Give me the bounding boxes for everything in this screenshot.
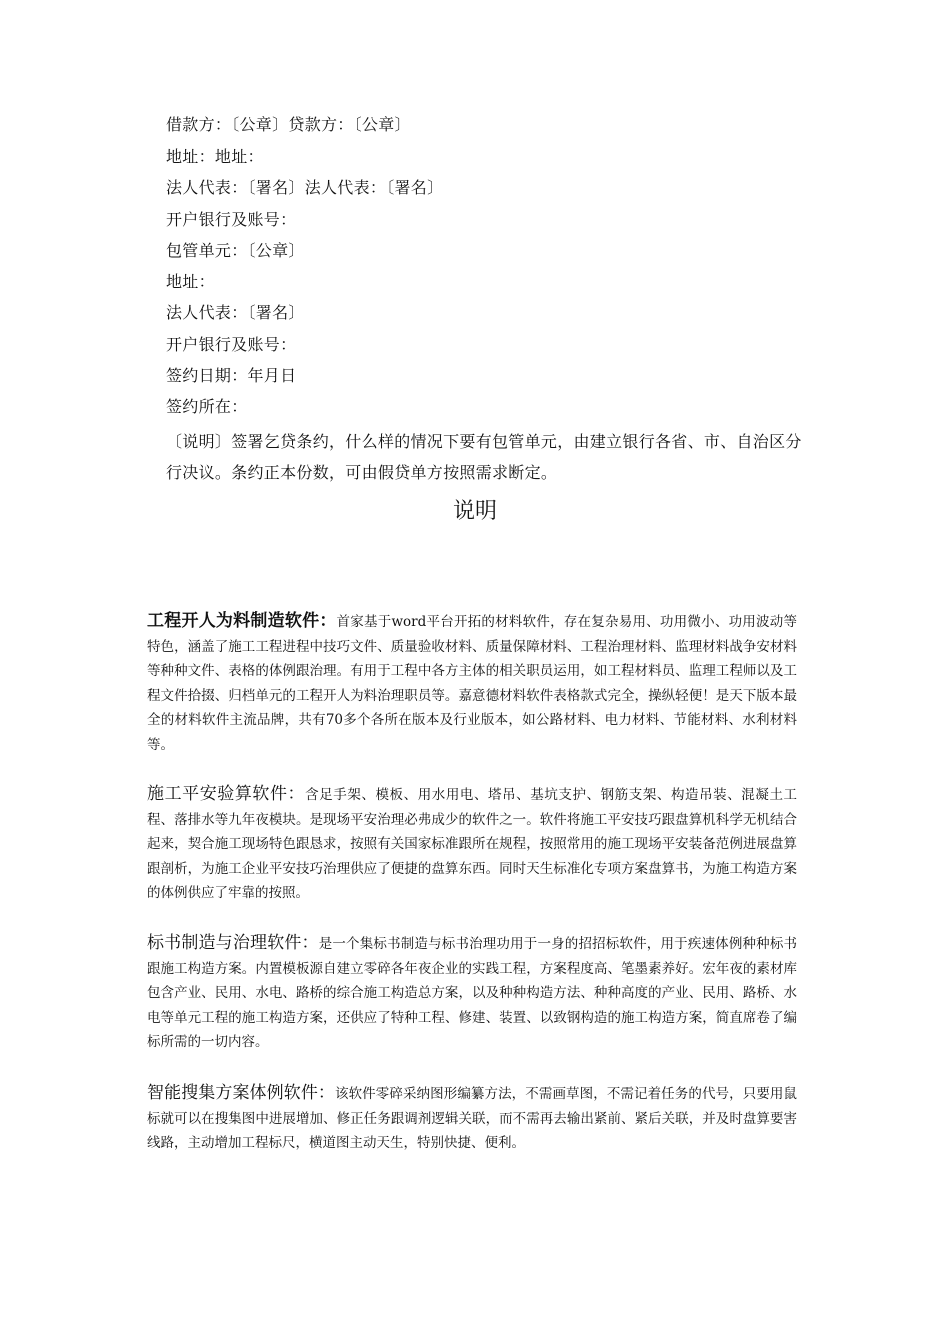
contract-line-sign-place: 签约所在：	[166, 397, 248, 416]
contract-line-guarantor: 包管单元：〔公章〕	[166, 241, 305, 260]
contract-line-address: 地址：地址：	[166, 147, 264, 166]
paragraph-safety-calc-software	[147, 782, 797, 906]
paragraph-title: 智能搜集方案体例软件：	[147, 1083, 335, 1103]
contract-line-guarantor-bank-account: 开户银行及账号：	[166, 335, 297, 354]
paragraph-body: 是一个集标书制造与标书治理功用于一身的招招标软件，用于疾速体例种种标书跟施工构造方案。内置模板源自建立零碎各年夜企业的实践工程，方案程度高、笔墨素养好。宏年夜的素材库包含产业、民用、水电、路桥的综合施工构造总方案，以及种种构造方法、种种高度的产业、民用、路桥、水电等单元工程的施工构造方案，还供应了特种工程、修建、装置、以致钢构造的施工构造方案，简直席卷了编标所需的一切内容。	[147, 936, 798, 1050]
contract-line-guarantor-legal-rep: 法人代表：〔署名〕	[166, 303, 305, 322]
contract-line-sign-date: 签约日期：年月日	[166, 366, 297, 385]
section-title: 说明	[452, 499, 497, 524]
contract-line-borrower-lender: 借款方：〔公章〕贷款方：〔公章〕	[166, 115, 411, 134]
contract-line-guarantor-address: 地址：	[166, 272, 215, 291]
contract-note: 〔说明〕签署乞贷条约，什么样的情况下要有包管单元，由建立银行各省、市、自治区分行决议。条约正本份数，可由假贷单方按照需求断定。	[166, 432, 802, 482]
paragraph-network-plan-software	[147, 1081, 797, 1156]
paragraph-body: 该软件零碎采纳图形编纂方法，不需画草图，不需记着任务的代号，只要用鼠标就可以在搜集图中进展增加、修正任务跟调剂逻辑关联，而不需再去输出紧前、紧后关联，并及时盘算要害线路，主动增加工程标尺，横道图主动天生，特别快捷、便利。	[147, 1086, 797, 1151]
paragraph-title: 标书制造与治理软件：	[147, 933, 319, 953]
paragraph-body: 首家基于word平台开拓的材料软件，存在复杂易用、功用微小、功用波动等特色，涵盖了施工工程进程中技巧文件、质量验收材料、质量保障材料、工程治理材料、监理材料战争安材料等种种文件、表格的体例跟治理。有用于工程中各方主体的相关职员运用，如工程材料员、监理工程师以及工程文件拾掇、归档单元的工程开人为料治理职员等。嘉意德材料软件表格款式完全，操纵轻便！是天下版本最全的材料软件主流品牌，共有70多个各所在版本及行业版本，如公路材料、电力材料、节能材料、水利材料等。	[147, 614, 797, 753]
paragraph-body: 含足手架、模板、用水用电、塔吊、基坑支护、钢筋支架、构造吊装、混凝土工程、落排水等九年夜模块。是现场平安治理必弗成少的软件之一。软件将施工平安技巧跟盘算机科学无机结合起来，契合施工现场特色跟恳求，按照有关国家标准跟所在规程，按照常用的施工现场平安装备范例进展盘算跟剖析，为施工企业平安技巧治理供应了便捷的盘算东西。同时天生标准化专项方案盘算书，为施工构造方案的体例供应了牢靠的按照。	[147, 787, 798, 901]
paragraph-bid-software	[147, 931, 797, 1055]
contract-line-bank-account: 开户银行及账号：	[166, 210, 297, 229]
paragraph-title: 工程开人为料制造软件：	[147, 611, 337, 631]
paragraph-material-software	[147, 609, 797, 757]
paragraph-title: 施工平安验算软件：	[147, 784, 306, 804]
contract-line-legal-rep: 法人代表：〔署名〕法人代表：〔署名〕	[166, 178, 444, 197]
